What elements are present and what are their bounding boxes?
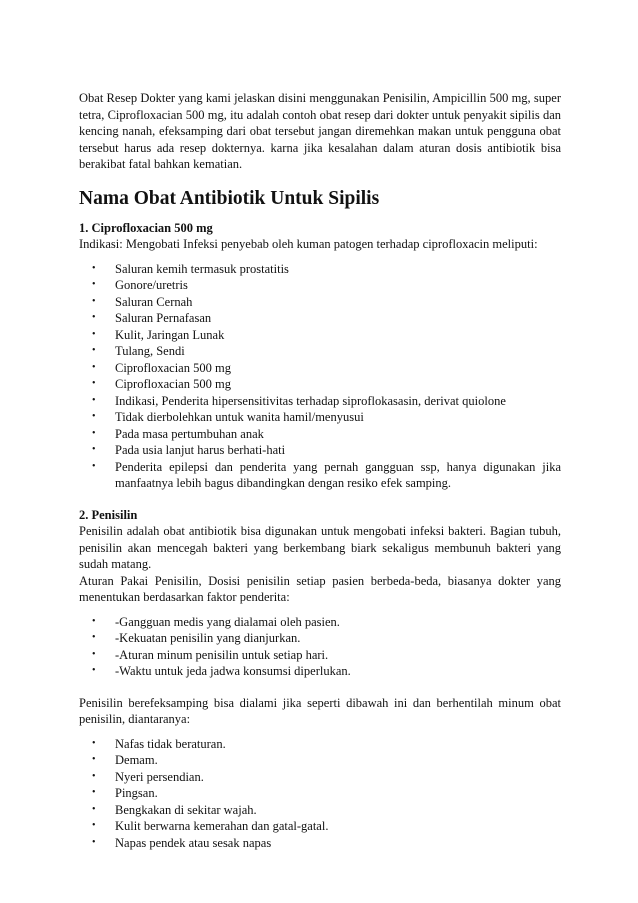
section1-indication: Indikasi: Mengobati Infeksi penyebab oleh kuman patogen terhadap ciprofloxacin meliputi:	[79, 237, 538, 251]
section2-paragraph-2: Aturan Pakai Penisilin, Dosisi penisilin setiap pasien berbeda-beda, biasanya dokter yang menentukan berdasarkan faktor penderita:	[79, 573, 561, 604]
list-item: • Gonore/uretris	[92, 278, 188, 292]
bullet-icon: •	[92, 378, 96, 389]
bullet-icon: •	[92, 427, 96, 439]
bullet-icon: •	[92, 615, 96, 627]
list-item: • Pada masa pertumbuhan anak	[92, 426, 264, 441]
list-item: • Nyeri persendian.	[92, 769, 204, 784]
intro-paragraph: Obat Resep Dokter yang kami jelaskan disini menggunakan Penisilin, Ampicillin 500 mg, super tetra, Ciprofloxacian 500 mg, itu adalah contoh obat resep dari dokter untuk penyakit sipilis dan kencing nanah, efeksamping dari obat tersebut jangan diremehkan makan untuk pengguna obat tersebut harus ada resep dokternya. karna jika kesalahan dalam aturan dosis antibiotik bisa berakibat fatal bahkan kematian.	[79, 91, 561, 171]
bullet-icon: •	[92, 737, 96, 749]
section2-paragraph-1: Penisilin adalah obat antibiotik bisa digunakan untuk mengobati infeksi bakteri. Bagian tubuh, penisilin akan mencegah bakteri yang berkembang biark sekaligus membunuh bakteri yang sudah matang.	[79, 524, 561, 571]
bullet-icon: •	[92, 328, 96, 340]
list-item: • Saluran kemih termasuk prostatitis	[92, 261, 289, 276]
list-item: • Indikasi, Penderita hipersensitivitas terhadap siproflokasasin, derivat quiolone	[92, 393, 506, 408]
section2-paragraph-3: Penisilin berefeksamping bisa dialami jika seperti dibawah ini dan berhentilah minum obat penisilin, diantaranya:	[79, 695, 561, 726]
bullet-icon: •	[92, 262, 96, 274]
list-item: • Bengkakan di sekitar wajah.	[92, 802, 257, 817]
list-item: • Kulit berwarna kemerahan dan gatal-gatal.	[92, 819, 329, 833]
list-item: • Tulang, Sendi	[92, 344, 185, 358]
bullet-icon: •	[92, 803, 96, 815]
bullet-icon: •	[92, 754, 96, 765]
list-item: • Ciprofloxacian 500 mg	[92, 360, 231, 375]
section2-rules-list	[79, 614, 561, 680]
list-item: • Pingsan.	[92, 786, 158, 800]
section2-effects-list	[79, 736, 561, 852]
bullet-icon: •	[92, 361, 96, 373]
bullet-icon: •	[92, 820, 96, 831]
bullet-icon: •	[92, 295, 96, 307]
list-item: • Tidak dierbolehkan untuk wanita hamil/menyusui	[92, 410, 364, 424]
bullet-icon: •	[92, 279, 96, 290]
section1-list	[79, 261, 561, 492]
list-item: • Demam.	[92, 753, 158, 767]
bullet-icon: •	[92, 836, 96, 848]
list-item: • Saluran Pernafasan	[92, 311, 212, 325]
main-heading: Nama Obat Antibiotik Untuk Sipilis	[79, 187, 380, 209]
list-item: • Penderita epilepsi dan penderita yang pernah gangguan ssp, hanya digunakan jika manfaatnya lebih bagus dibandingkan dengan resiko efek samping.	[92, 459, 561, 490]
list-item: • -Aturan minum penisilin untuk setiap hari.	[92, 647, 329, 662]
bullet-icon: •	[92, 394, 96, 406]
bullet-icon: •	[92, 665, 96, 676]
list-item: • Pada usia lanjut harus berhati-hati	[92, 443, 286, 457]
section2-title: 2. Penisilin	[79, 507, 138, 522]
list-item: • Nafas tidak beraturan.	[92, 736, 226, 751]
bullet-icon: •	[92, 345, 96, 356]
bullet-icon: •	[92, 648, 96, 660]
bullet-icon: •	[92, 460, 96, 472]
bullet-icon: •	[92, 312, 96, 323]
list-item: • Napas pendek atau sesak napas	[92, 835, 272, 850]
bullet-icon: •	[92, 444, 96, 455]
list-item: • Saluran Cernah	[92, 294, 193, 309]
bullet-icon: •	[92, 632, 96, 643]
list-item: • -Kekuatan penisilin yang dianjurkan.	[92, 631, 301, 645]
list-item: • -Waktu untuk jeda jadwa konsumsi diperlukan.	[92, 664, 351, 678]
list-item: • -Gangguan medis yang dialamai oleh pasien.	[92, 614, 340, 629]
bullet-icon: •	[92, 411, 96, 422]
list-item: • Kulit, Jaringan Lunak	[92, 327, 225, 342]
list-item: • Ciprofloxacian 500 mg	[92, 377, 231, 391]
bullet-icon: •	[92, 770, 96, 782]
section1-title: 1. Ciprofloxacian 500 mg	[79, 220, 213, 235]
bullet-icon: •	[92, 787, 96, 798]
